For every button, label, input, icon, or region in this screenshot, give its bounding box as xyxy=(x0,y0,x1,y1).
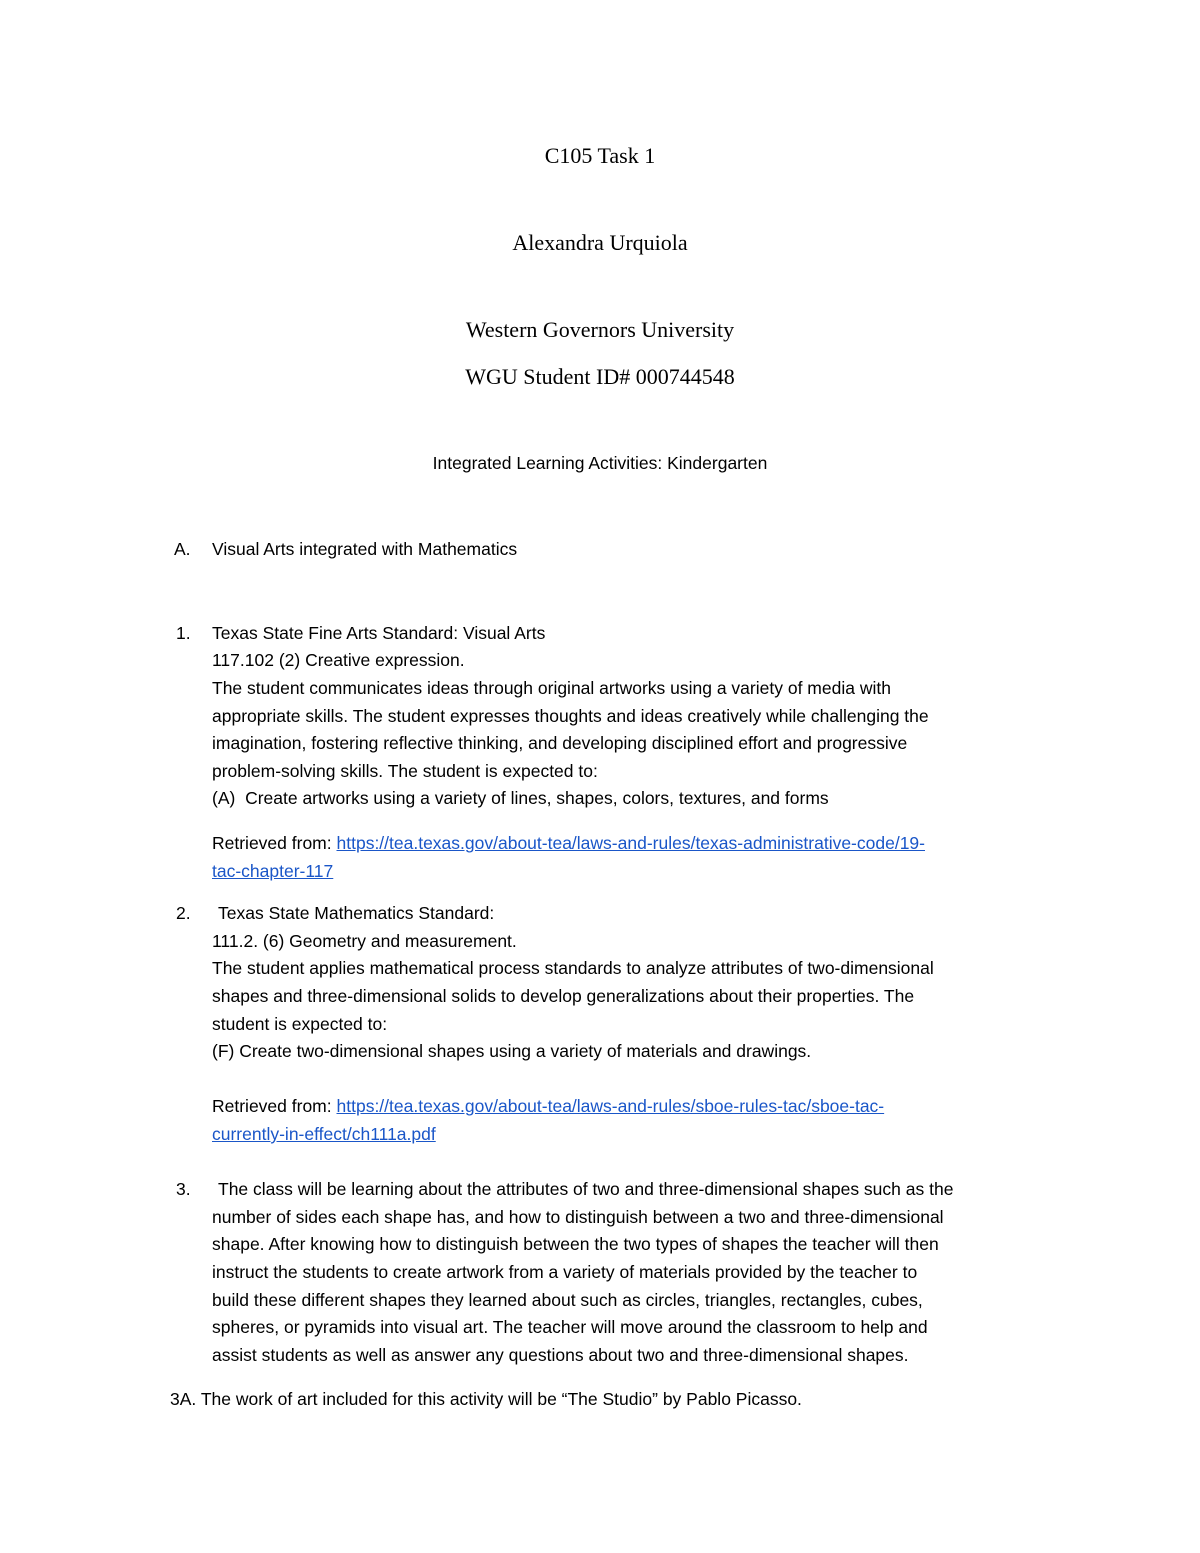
item-3-body-line: spheres, or pyramids into visual art. The teacher will move around the classroom to help and xyxy=(212,1317,928,1337)
section-a-marker: A. xyxy=(174,539,191,559)
item-1-body-line: The student communicates ideas through original artworks using a variety of media with xyxy=(212,678,891,698)
student-id: WGU Student ID# 000744548 xyxy=(465,364,735,389)
document-title: C105 Task 1 xyxy=(544,143,656,168)
item-1-expectation-text: Create artworks using a variety of lines, shapes, colors, textures, and forms xyxy=(245,788,829,808)
item-3-body-line: assist students as well as answer any questions about two and three-dimensional shapes. xyxy=(212,1345,909,1365)
item-3-body-line: number of sides each shape has, and how to distinguish between a two and three-dimensional xyxy=(212,1207,944,1227)
item-1-body-line: imagination, fostering reflective thinking, and developing disciplined effort and progressive xyxy=(212,733,908,753)
item-2-body-line: student is expected to: xyxy=(212,1014,388,1034)
item-1-code: 117.102 (2) Creative expression. xyxy=(212,650,465,670)
item-3-marker: 3. xyxy=(176,1179,191,1199)
item-1-marker: 1. xyxy=(176,623,191,643)
item-2-url-continued xyxy=(212,1124,436,1145)
item-3-body-line: instruct the students to create artwork from a variety of materials provided by the teacher to xyxy=(212,1262,918,1282)
item-1-body-line: problem-solving skills. The student is expected to: xyxy=(212,761,598,781)
section-heading: Integrated Learning Activities: Kindergarten xyxy=(432,453,768,473)
item-2-marker: 2. xyxy=(176,903,191,923)
item-2-body-line: shapes and three-dimensional solids to develop generalizations about their properties. The xyxy=(212,986,915,1006)
item-1-retrieved xyxy=(212,833,925,854)
section-a-title: Visual Arts integrated with Mathematics xyxy=(212,539,518,559)
item-2-url-link-continued[interactable]: currently-in-effect/ch111a.pdf xyxy=(212,1124,436,1144)
item-1-expectation xyxy=(212,788,829,809)
item-1-title: Texas State Fine Arts Standard: Visual Arts xyxy=(212,623,546,643)
item-2-code: 111.2. (6) Geometry and measurement. xyxy=(212,931,517,951)
item-2-retrieved xyxy=(212,1096,884,1117)
item-3-body-line: The class will be learning about the attributes of two and three-dimensional shapes such as the xyxy=(218,1179,954,1199)
item-1-retrieved-label: Retrieved from: xyxy=(212,833,332,853)
item-3a-text: The work of art included for this activity will be “The Studio” by Pablo Picasso. xyxy=(200,1389,802,1409)
item-1-body-line: appropriate skills. The student expresses thoughts and ideas creatively while challenging the xyxy=(212,706,929,726)
item-2-expectation: (F) Create two-dimensional shapes using a variety of materials and drawings. xyxy=(212,1041,812,1061)
item-1-url-continued xyxy=(212,861,333,882)
item-3a xyxy=(170,1389,802,1410)
item-3a-marker: 3A. xyxy=(170,1389,197,1409)
item-1-url-link-continued[interactable]: tac-chapter-117 xyxy=(212,861,334,881)
author-name: Alexandra Urquiola xyxy=(512,230,688,255)
item-3-body-line: build these different shapes they learned about such as circles, triangles, rectangles, cubes, xyxy=(212,1290,923,1310)
university-name: Western Governors University xyxy=(465,317,735,342)
item-2-title: Texas State Mathematics Standard: xyxy=(218,903,495,923)
item-1-expectation-marker: (A) xyxy=(212,788,236,808)
item-1-url-link[interactable]: https://tea.texas.gov/about-tea/laws-and-rules/texas-administrative-code/19- xyxy=(336,833,925,853)
item-2-body-line: The student applies mathematical process standards to analyze attributes of two-dimensional xyxy=(212,958,934,978)
item-2-retrieved-label: Retrieved from: xyxy=(212,1096,332,1116)
item-3-body-line: shape. After knowing how to distinguish between the two types of shapes the teacher will then xyxy=(212,1234,939,1254)
item-2-url-link[interactable]: https://tea.texas.gov/about-tea/laws-and-rules/sboe-rules-tac/sboe-tac- xyxy=(336,1096,885,1116)
